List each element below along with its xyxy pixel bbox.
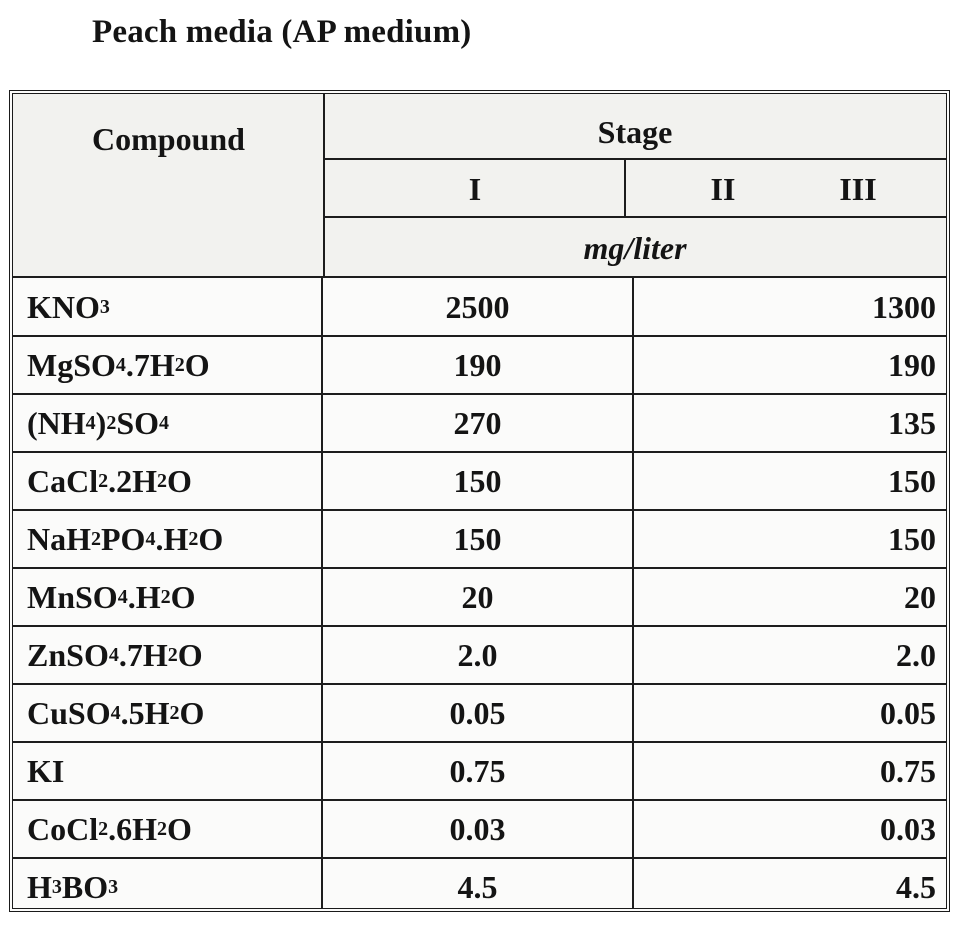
table-row-stage-i: 20 <box>461 579 494 615</box>
header-divider-unit <box>324 216 946 218</box>
header-divider-compound <box>323 94 325 278</box>
media-table <box>9 90 950 912</box>
table-row-stage-iii: 135 <box>888 405 936 441</box>
header-compound: Compound <box>92 121 245 157</box>
table-row-stage-iii: 0.05 <box>880 695 936 731</box>
table-row-stage-i: 2500 <box>445 289 510 325</box>
table-row-compound: NaH 2 PO 4 .H 2 O <box>27 521 224 557</box>
table-row-compound: CaCl 2 .2H 2 O <box>27 463 192 499</box>
table-row-stage-iii: 0.03 <box>880 811 936 847</box>
table-row-stage-i: 0.03 <box>449 811 506 847</box>
table-row-compound: CuSO 4 .5H 2 O <box>27 695 205 731</box>
table-row-stage-iii: 150 <box>888 521 936 557</box>
table-row-compound: KI <box>27 753 65 789</box>
table-row-compound: CoCl 2 .6H 2 O <box>27 811 192 847</box>
table-row-stage-iii: 2.0 <box>896 637 936 673</box>
table-row-compound: (NH 4 ) 2 SO 4 <box>27 405 169 441</box>
table-row-compound: MgSO 4 .7H 2 O <box>27 347 210 383</box>
table-row-stage-i: 0.05 <box>449 695 506 731</box>
table-row-stage-i: 4.5 <box>457 869 498 905</box>
table-row-stage-i: 150 <box>453 463 502 499</box>
header-unit: mg/liter <box>583 230 687 266</box>
table-row-stage-iii: 4.5 <box>896 869 936 905</box>
header-stage: Stage <box>597 114 673 150</box>
header-divider-stage <box>324 158 946 160</box>
table-row-stage-iii: 0.75 <box>880 753 936 789</box>
table-row-stage-i: 2.0 <box>457 637 498 673</box>
header-stage-iii: III <box>839 171 877 207</box>
table-row-stage-i: 190 <box>453 347 502 383</box>
table-row-stage-iii: 150 <box>888 463 936 499</box>
table-row-stage-iii: 1300 <box>872 289 936 325</box>
header-stage-i: I <box>468 171 482 207</box>
header-divider-stage-i <box>624 158 626 218</box>
table-row-stage-iii: 190 <box>888 347 936 383</box>
table-row-compound: H 3 BO 3 <box>27 869 119 905</box>
page-title: Peach media (AP medium) <box>92 14 472 50</box>
table-row-compound: KNO 3 <box>27 289 110 325</box>
table-row-stage-iii: 20 <box>904 579 936 615</box>
table-row-compound: MnSO 4 .H 2 O <box>27 579 196 615</box>
table-row-compound: ZnSO 4 .7H 2 O <box>27 637 203 673</box>
table-row-stage-i: 270 <box>453 405 502 441</box>
table-row-stage-i: 150 <box>453 521 502 557</box>
table-row-stage-i: 0.75 <box>449 753 506 789</box>
header-stage-ii: II <box>710 171 736 207</box>
